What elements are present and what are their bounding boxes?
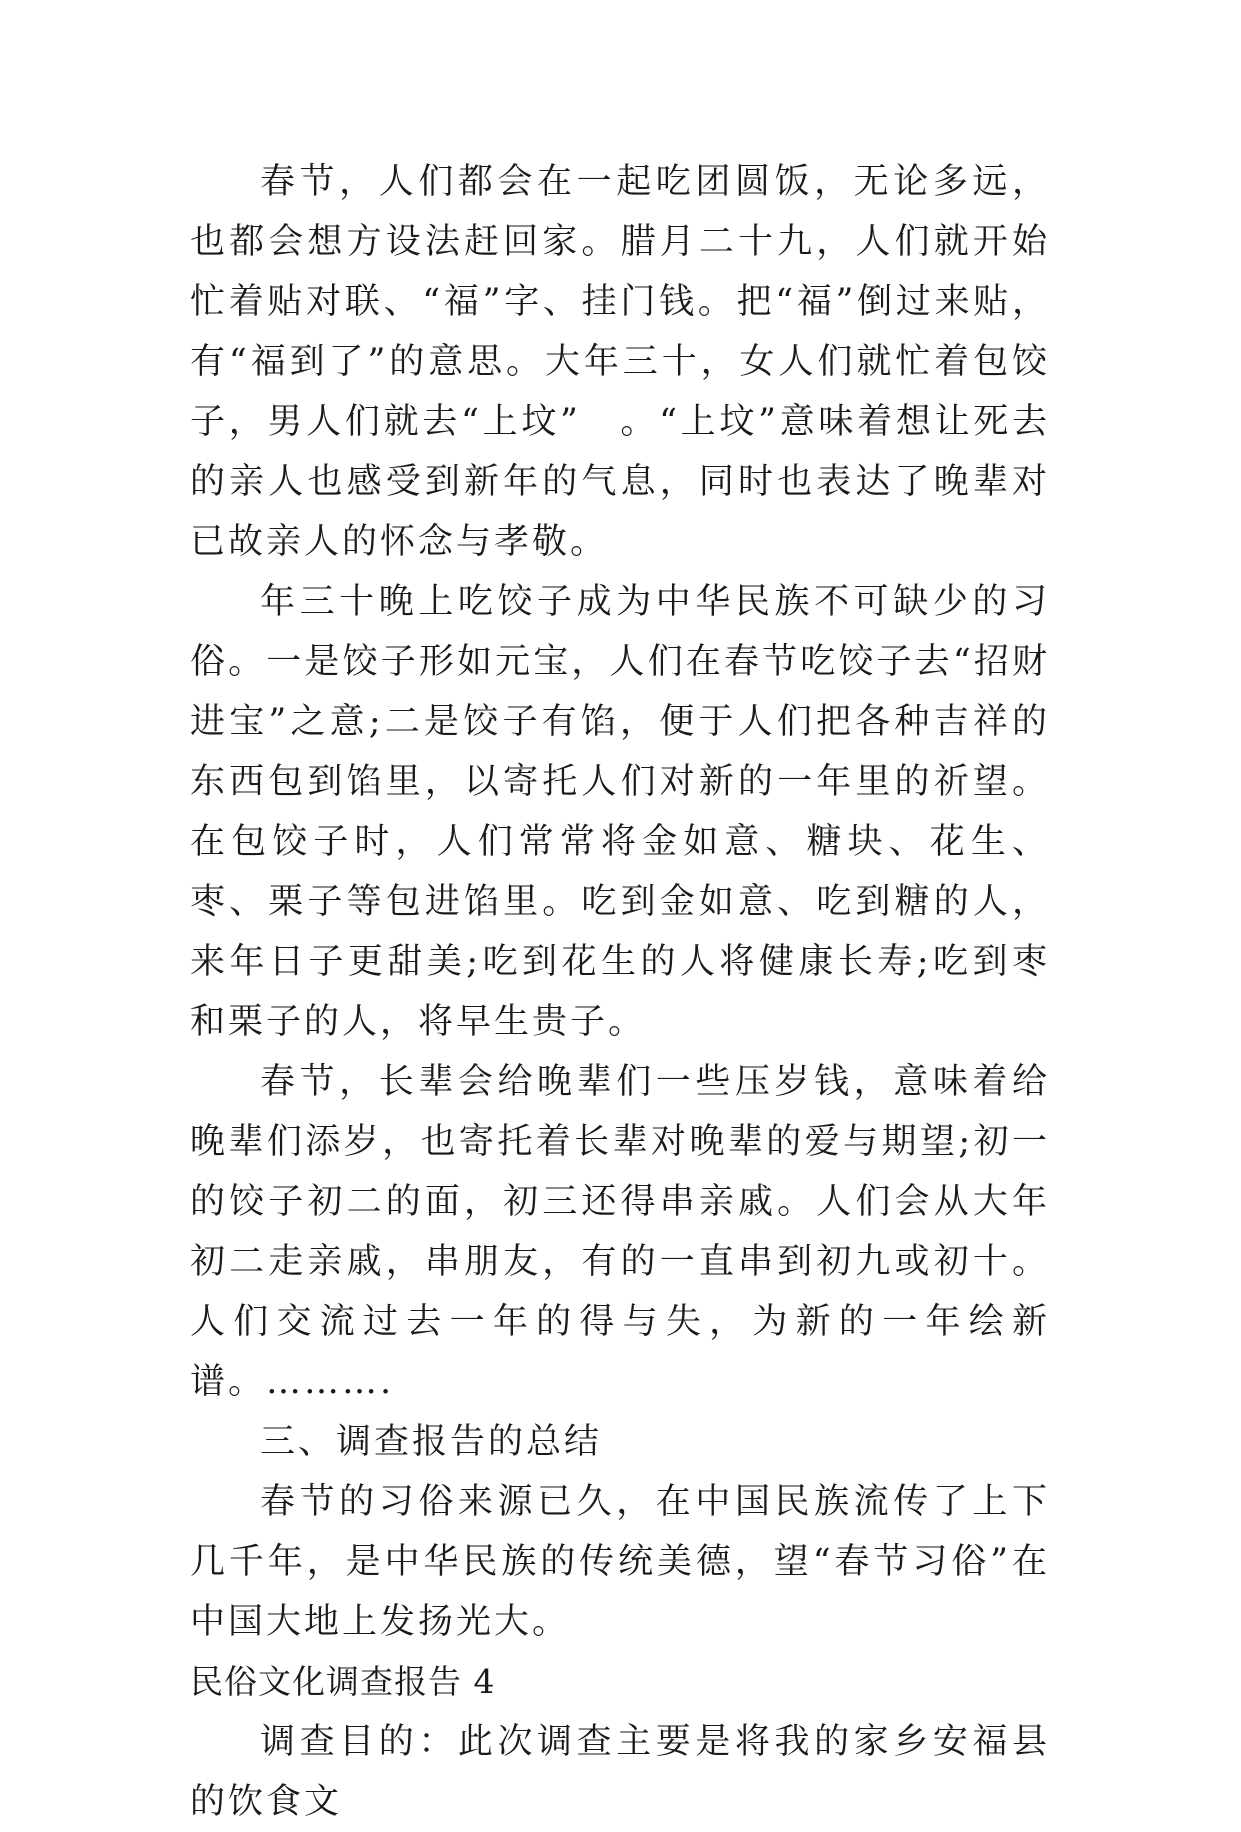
- paragraph-dumplings: 年三十晚上吃饺子成为中华民族不可缺少的习俗。一是饺子形如元宝，人们在春节吃饺子去“招财进宝”之意;二是饺子有馅，便于人们把各种吉祥的东西包到馅里，以寄托人们对新的一年里的祈望。在包饺子时，人们常常将金如意、糖块、花生、枣、栗子等包进馅里。吃到金如意、吃到糖的人，来年日子更甜美;吃到花生的人将健康长寿;吃到枣和栗子的人，将早生贵子。: [190, 582, 1050, 1042]
- paragraph-spring-festival-reunion: 春节，人们都会在一起吃团圆饭，无论多远，也都会想方设法赶回家。腊月二十九，人们就开始忙着贴对联、“福”字、挂门钱。把“福”倒过来贴，有“福到了”的意思。大年三十，女人们就忙着包饺子，男人们就去“上坟” 。“上坟”意味着想让死去的亲人也感受到新年的气息，同时也表达了晚辈对已故亲人的怀念与孝敬。: [190, 162, 1050, 562]
- document-body: [190, 152, 1050, 1832]
- section-heading-summary: 三、调查报告的总结: [260, 1422, 603, 1462]
- paragraph-survey-purpose: 调查目的：此次调查主要是将我的家乡安福县的饮食文: [190, 1722, 1050, 1822]
- paragraph-lucky-money: 春节，长辈会给晚辈们一些压岁钱，意味着给晚辈们添岁，也寄托着长辈对晚辈的爱与期望;初一的饺子初二的面，初三还得串亲戚。人们会从大年初二走亲戚，串朋友，有的一直串到初九或初十。人们交流过去一年的得与失，为新的一年绘新谱。……….: [190, 1062, 1050, 1402]
- report-title: 民俗文化调查报告 4: [190, 1662, 496, 1701]
- paragraph-summary: 春节的习俗来源已久，在中国民族流传了上下几千年，是中华民族的传统美德，望“春节习俗”在中国大地上发扬光大。: [190, 1482, 1050, 1642]
